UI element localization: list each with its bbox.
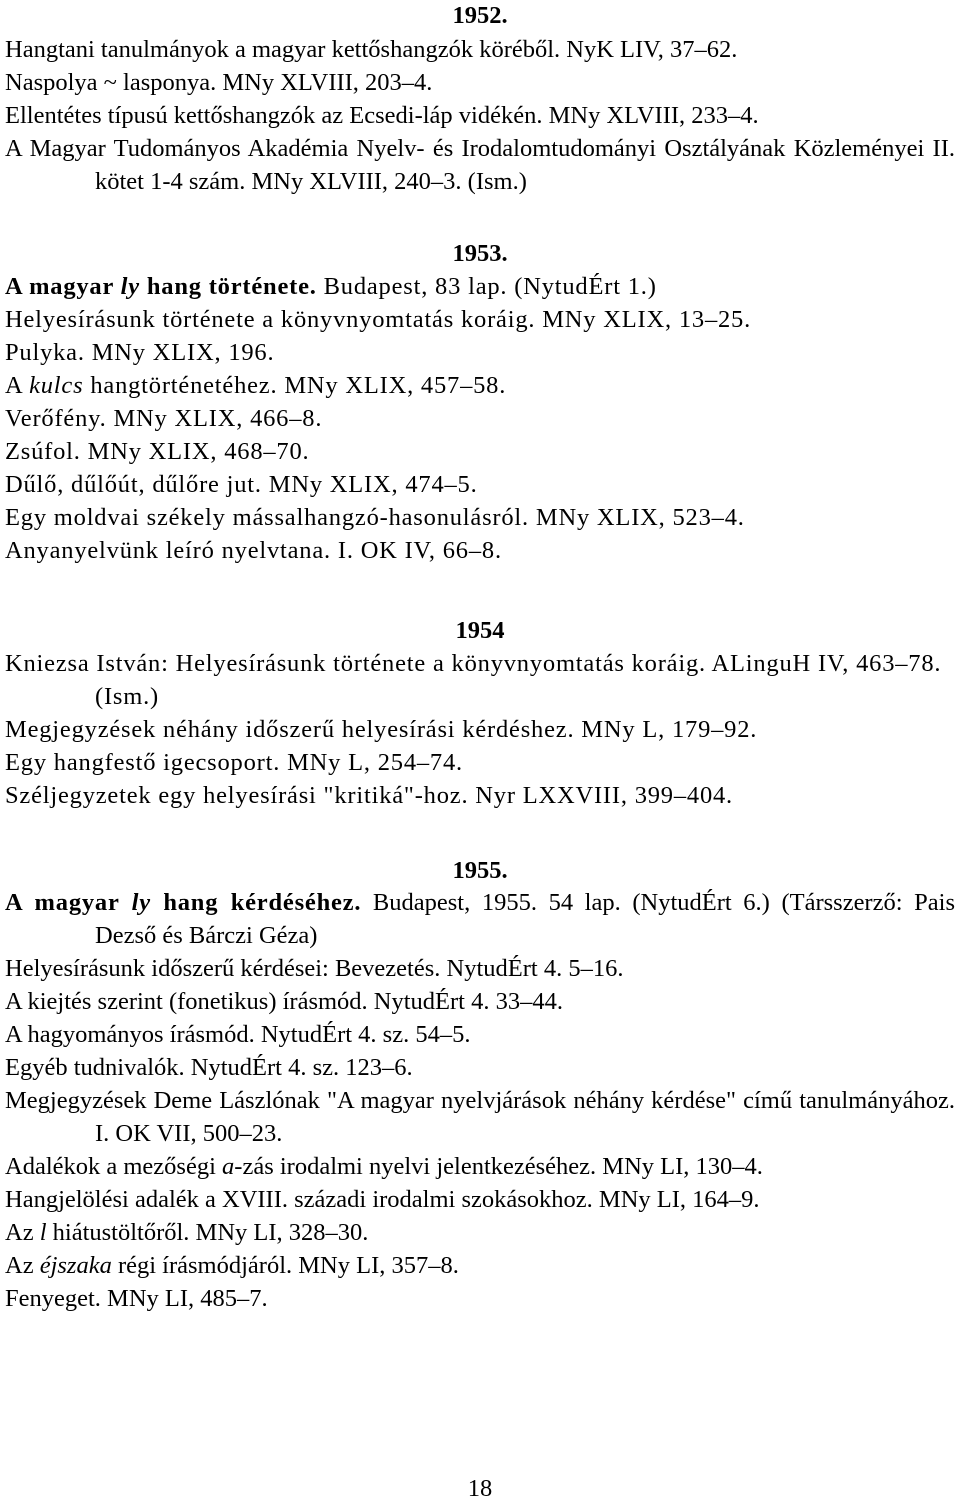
book-details: Budapest, 83 lap. (NytudÉrt 1.) <box>316 273 657 300</box>
entry-1953-6: Egy moldvai székely mássalhangzó-hasonulásról. MNy XLIX, 523–4. <box>5 504 745 531</box>
entry-1953-1: Helyesírásunk története a könyvnyomtatás koráig. MNy XLIX, 13–25. <box>5 306 752 333</box>
entry-1955-hangjeloles: Hangjelölési adalék a XVIII. századi irodalmi szokásokhoz. MNy LI, 164–9. <box>5 1186 760 1213</box>
book-title-part: hang története. <box>139 273 317 300</box>
book-title-part: A magyar <box>5 889 132 916</box>
entry-1955-1: Helyesírásunk időszerű kérdései: Bevezetés. NytudÉrt 4. 5–16. <box>5 955 624 982</box>
entry-text: hiátustöltőről. MNy LI, 328–30. <box>46 1219 369 1246</box>
entry-italic: l <box>39 1219 47 1246</box>
entry-italic: kulcs <box>29 372 84 399</box>
entry-text: Adalékok a mezőségi <box>5 1153 223 1180</box>
book-details: Budapest, 1955. 54 lap. (NytudÉrt 6.) (Társszerző: Pais Dezső és Bárczi Géza) <box>95 889 955 949</box>
entry-1953-3: Verőfény. MNy XLIX, 466–8. <box>5 405 323 432</box>
entry-1955-aza <box>5 1150 955 1183</box>
year-heading-1954: 1954 <box>455 617 505 644</box>
entry-1953-2: Pulyka. MNy XLIX, 196. <box>5 339 275 366</box>
year-heading-1953: 1953. <box>452 240 508 267</box>
book-title-italic: ly <box>131 889 151 916</box>
page-number: 18 <box>467 1475 493 1502</box>
entry-1953-4: Zsúfol. MNy XLIX, 468–70. <box>5 438 310 465</box>
entry-1955-3: A hagyományos írásmód. NytudÉrt 4. sz. 54–5. <box>5 1021 471 1048</box>
entry-1955-ejszaka <box>5 1249 955 1282</box>
entry-1953-7: Anyanyelvünk leíró nyelvtana. I. OK IV, 66–8. <box>5 537 502 564</box>
entry-1955-book <box>5 886 955 952</box>
entry-1955-5: Megjegyzések Deme Lászlónak "A magyar nyelvjárások néhány kérdése" című tanulmányához. I. OK VII, 500–23. <box>5 1087 955 1147</box>
entry-text: régi írásmódjáról. MNy LI, 357–8. <box>111 1252 459 1279</box>
entry-1953-5: Dűlő, dűlőút, dűlőre jut. MNy XLIX, 474–5. <box>5 471 478 498</box>
entry-italic: éjszaka <box>39 1252 112 1279</box>
entry-1955-2: A kiejtés szerint (fonetikus) írásmód. NytudÉrt 4. 33–44. <box>5 988 563 1015</box>
entry-1954-2: Megjegyzések néhány időszerű helyesírási kérdéshez. MNy L, 179–92. <box>5 716 758 743</box>
entry-text: Az <box>5 1252 40 1279</box>
entry-1954-3: Egy hangfestő igecsoport. MNy L, 254–74. <box>5 749 463 776</box>
entry-1953-book <box>5 270 955 303</box>
entry-text: Az <box>5 1219 40 1246</box>
entry-text: -zás irodalmi nyelvi jelentkezéséhez. MNy LI, 130–4. <box>234 1153 763 1180</box>
entry-1955-4: Egyéb tudnivalók. NytudÉrt 4. sz. 123–6. <box>5 1054 413 1081</box>
entry-1955-l <box>5 1216 955 1249</box>
book-title-part: hang kérdéséhez. <box>150 889 362 916</box>
entry-1952-2: Naspolya ~ lasponya. MNy XLVIII, 203–4. <box>5 69 433 96</box>
book-title-part: A magyar <box>5 273 121 300</box>
entry-1953-kulcs <box>5 369 955 402</box>
entry-italic: a <box>222 1153 235 1180</box>
entry-1955-fenyeget: Fenyeget. MNy LI, 485–7. <box>5 1285 268 1312</box>
entry-1954-4: Széljegyzetek egy helyesírási "kritiká"-hoz. Nyr LXXVIII, 399–404. <box>5 782 733 809</box>
year-heading-1955: 1955. <box>452 857 508 884</box>
year-heading-1952: 1952. <box>452 2 508 29</box>
entry-text: A <box>5 372 30 399</box>
book-title-italic: ly <box>120 273 140 300</box>
entry-1954-1: Kniezsa István: Helyesírásunk története a könyvnyomtatás koráig. ALinguH IV, 463–78. (Ism.) <box>5 650 942 710</box>
entry-text: hangtörténetéhez. MNy XLIX, 457–58. <box>83 372 507 399</box>
entry-1952-3: Ellentétes típusú kettőshangzók az Ecsedi-láp vidékén. MNy XLVIII, 233–4. <box>5 102 759 129</box>
entry-1952-1: Hangtani tanulmányok a magyar kettőshangzók köréből. NyK LIV, 37–62. <box>5 36 738 63</box>
entry-1952-4: A Magyar Tudományos Akadémia Nyelv- és Irodalomtudományi Osztályának Közleményei II. kötet 1-4 szám. MNy XLVIII, 240–3. (Ism.) <box>5 135 955 195</box>
